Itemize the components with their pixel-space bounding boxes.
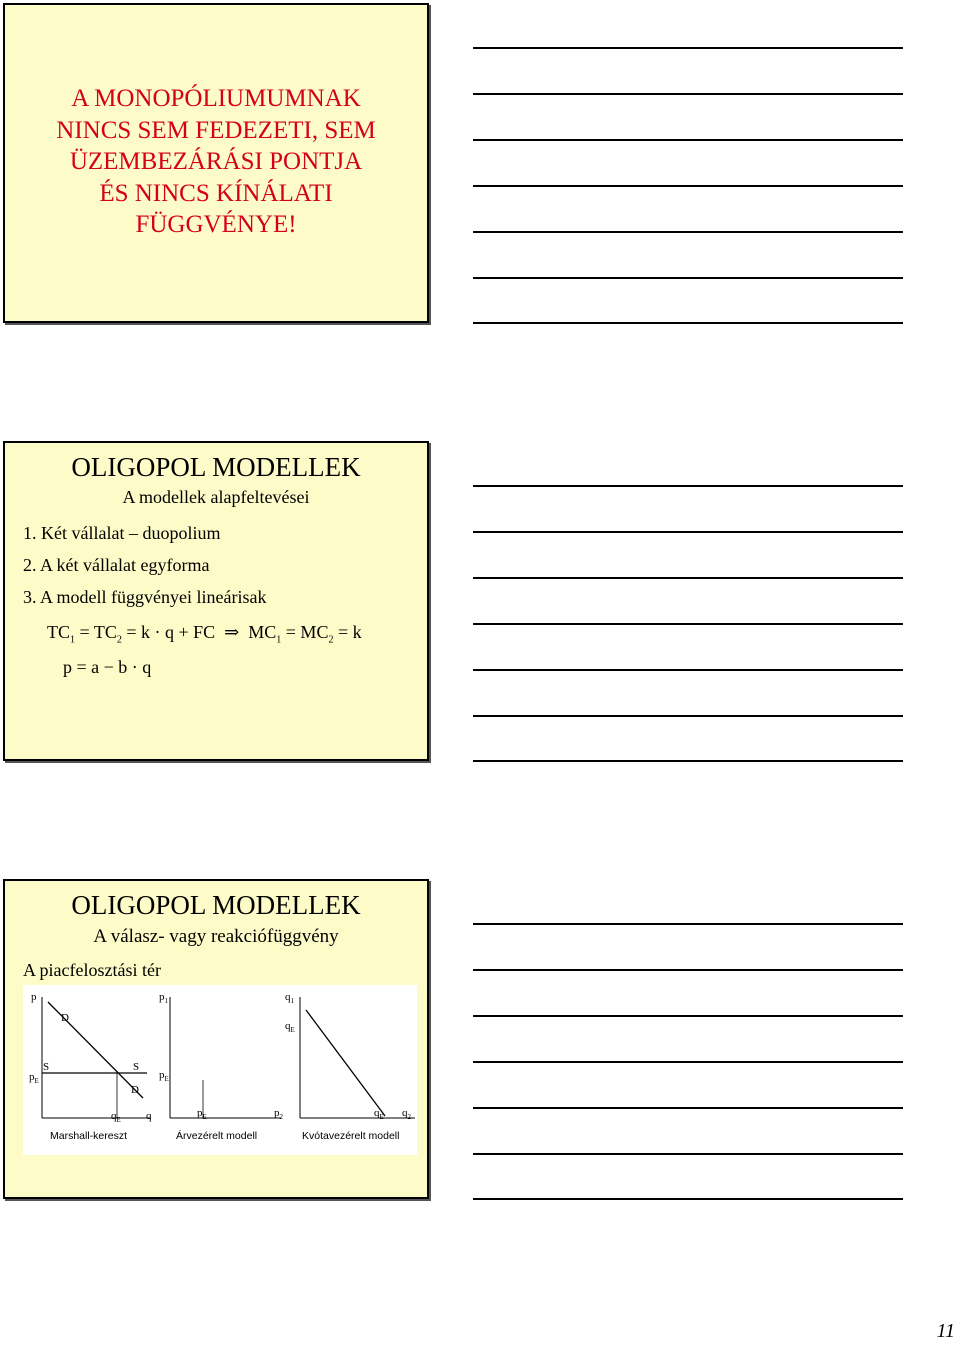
title-line: A MONOPÓLIUMUMNAK <box>71 85 361 112</box>
slide-oligopol-reaction <box>3 879 429 1199</box>
note-line <box>473 322 903 324</box>
note-line <box>473 47 903 49</box>
note-line <box>473 923 903 925</box>
note-line <box>473 969 903 971</box>
note-line <box>473 760 903 762</box>
slide-subtitle: A modellek alapfeltevései <box>122 487 310 507</box>
note-line <box>473 185 903 187</box>
label-D: D <box>61 1012 69 1024</box>
axis-label-p1: $p_1$ <box>159 991 168 1005</box>
slide-title <box>5 83 427 241</box>
panel-caption: Kvótavezérelt modell <box>302 1130 400 1142</box>
note-line <box>473 93 903 95</box>
note-line <box>473 1153 903 1155</box>
note-line <box>473 1198 903 1200</box>
label-pE: $p_E$ <box>197 1107 207 1121</box>
note-line <box>473 715 903 717</box>
title-line: ÜZEMBEZÁRÁSI PONTJA <box>69 148 363 175</box>
market-division-figure <box>23 985 417 1155</box>
list-item: 3. A modell függvényei lineárisak <box>23 587 267 607</box>
note-line <box>473 623 903 625</box>
note-line <box>473 1107 903 1109</box>
slide-subtitle: A válasz- vagy reakciófüggvény <box>93 926 339 947</box>
slide-title: OLIGOPOL MODELLEK <box>71 452 361 482</box>
panel-caption: Marshall-kereszt <box>50 1130 128 1142</box>
axis-label-q: q <box>146 1110 152 1122</box>
list-item: 2. A két vállalat egyforma <box>23 555 210 575</box>
reaction-line <box>306 1010 385 1116</box>
slide-title: OLIGOPOL MODELLEK <box>71 890 361 920</box>
title-line: NINCS SEM FEDEZETI, SEM <box>56 116 376 144</box>
label-qE: $q_E$ <box>111 1110 121 1124</box>
demand-formula: p = a − b · q <box>63 657 152 677</box>
label-S: S <box>133 1061 140 1073</box>
label-D: D <box>131 1084 139 1096</box>
list-item: 1. Két vállalat – duopolium <box>23 523 221 543</box>
cost-formula: $TC_1 = TC_2 = k \cdot q$ + FC ⇒ $MC_1 = MC_2 = k$ <box>47 622 362 646</box>
label-pE: $p_E$ <box>159 1069 169 1083</box>
quota-leadership-diagram <box>285 991 415 1142</box>
note-line <box>473 669 903 671</box>
slide-monopoly <box>3 3 429 323</box>
note-line <box>473 231 903 233</box>
slide-oligopol-assumptions <box>3 441 429 761</box>
note-line <box>473 1015 903 1017</box>
price-leadership-diagram <box>159 991 284 1142</box>
note-line <box>473 485 903 487</box>
label-qE: $q_E$ <box>374 1107 384 1121</box>
title-line: FÜGGVÉNYE! <box>135 211 297 238</box>
note-line <box>473 139 903 141</box>
page-number: 11 <box>936 1320 955 1342</box>
axis-label-p: p <box>31 991 37 1003</box>
label-pE: $p_E$ <box>29 1071 39 1085</box>
note-line <box>473 577 903 579</box>
label-qE: $q_E$ <box>285 1020 295 1034</box>
panel-caption: Árvezérelt modell <box>176 1130 258 1142</box>
section-heading: A piacfelosztási tér <box>23 960 161 980</box>
axis-label-q1: $q_1$ <box>285 991 294 1005</box>
marshall-cross-diagram <box>29 991 152 1142</box>
label-S: S <box>43 1061 50 1073</box>
axis-label-p2: $p_2$ <box>274 1107 283 1121</box>
note-line <box>473 1061 903 1063</box>
axis-label-q2: $q_2$ <box>402 1107 411 1121</box>
note-line <box>473 531 903 533</box>
note-line <box>473 277 903 279</box>
title-line: ÉS NINCS KÍNÁLATI <box>99 179 333 207</box>
